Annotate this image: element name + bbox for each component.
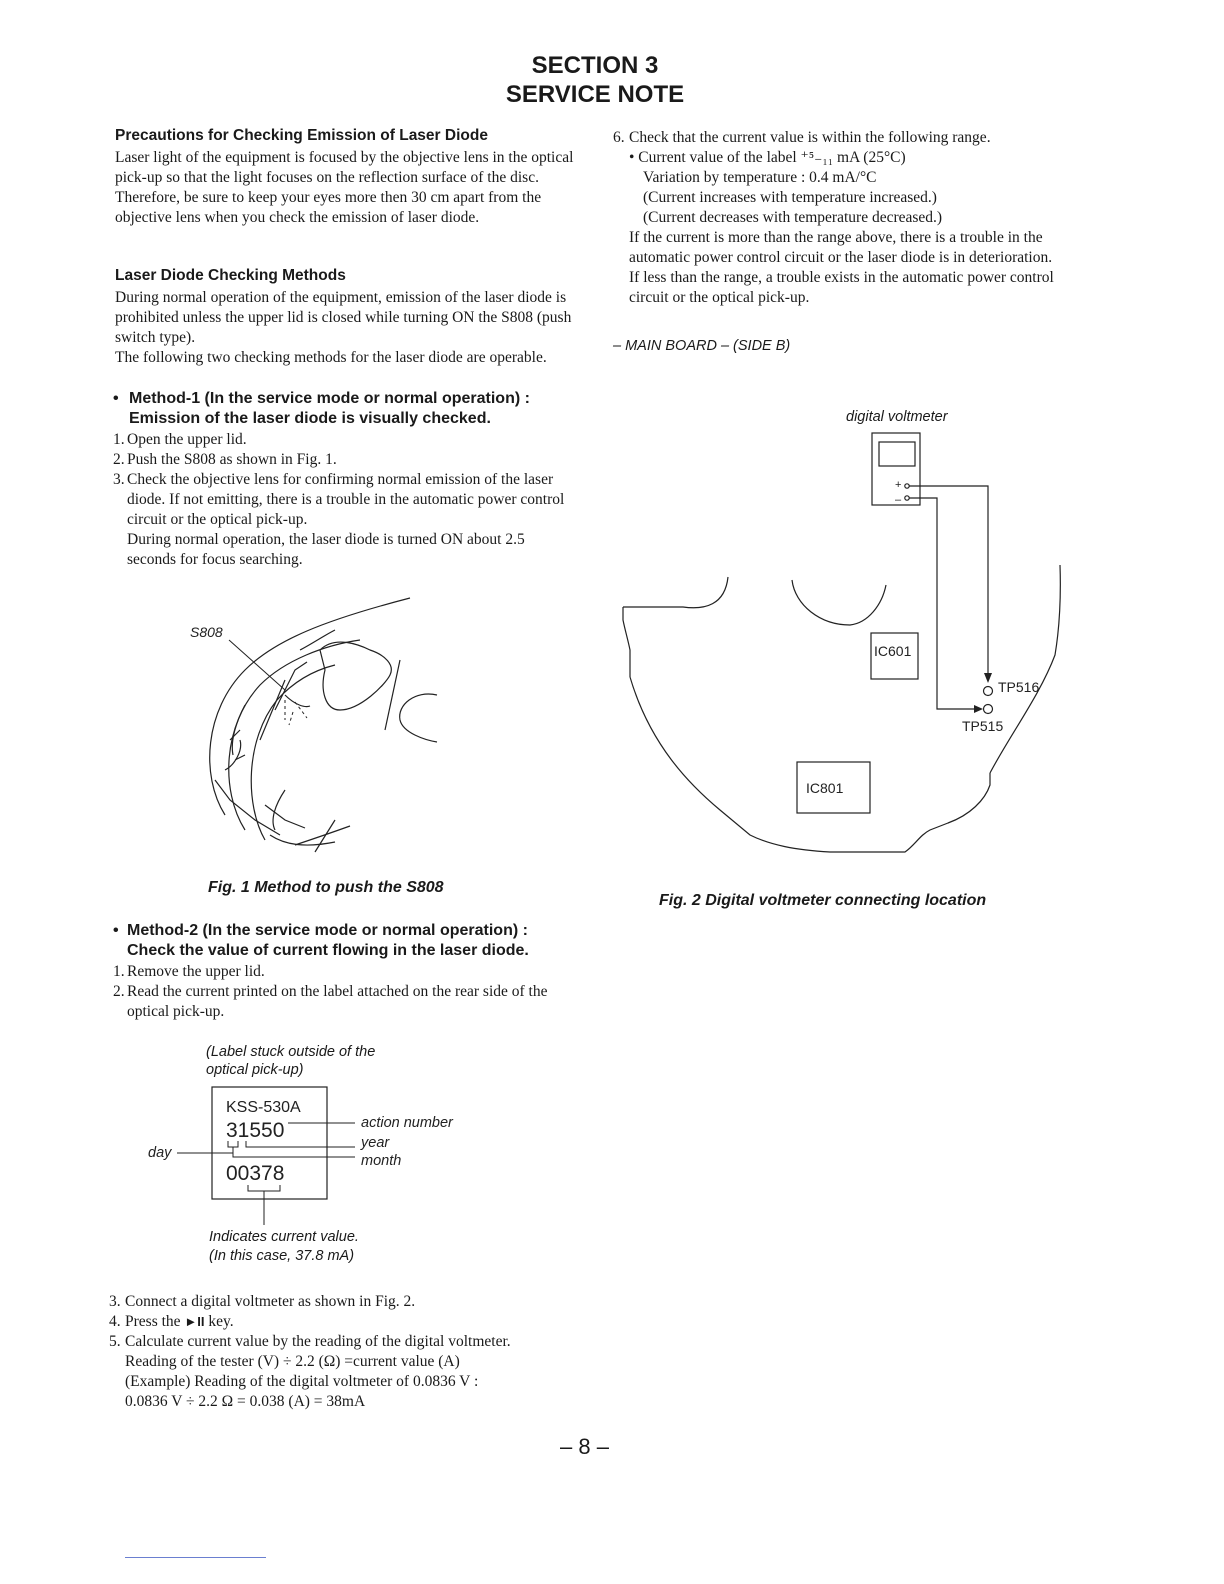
year-label: year	[361, 1135, 390, 1151]
method-1-step-1: 1. Open the upper lid.	[113, 431, 247, 448]
label-model: KSS-530A	[226, 1099, 301, 1116]
method-2-title: Method-2 (In the service mode or normal operation) :	[127, 922, 528, 939]
label-note: (Label stuck outside of the optical pick-up)	[206, 1044, 376, 1078]
page-title: SERVICE NOTE	[505, 81, 685, 108]
step-5-formula: Reading of the tester (V) ÷ 2.2 (Ω) =current value (A) (Example) Reading of the digital voltmeter of 0.0836 V : 0.0836 V ÷ 2.2 Ω = 0.038 (A) = 38mA	[125, 1353, 479, 1410]
minus-terminal: –	[895, 494, 902, 506]
section-number: SECTION 3	[531, 52, 659, 79]
precautions-section	[115, 126, 575, 228]
fig-2-caption: Fig. 2 Digital voltmeter connecting location	[659, 892, 987, 909]
step-6-intro: 6. Check that the current value is within the following range.	[613, 129, 991, 146]
fig-1-illustration	[185, 590, 455, 855]
trouble-more: If the current is more than the range above, there is a trouble in the automatic power control circuit or the laser diode is in deterioration.	[629, 229, 1053, 266]
steps-after	[109, 1292, 579, 1412]
method-1-title: Method-1 (In the service mode or normal operation) :	[129, 390, 530, 407]
label-diagram	[140, 1085, 480, 1245]
methods-heading: Laser Diode Checking Methods	[115, 267, 346, 284]
method-2-step-2: 2. Read the current printed on the label attached on the rear side of the optical pick-up.	[113, 983, 548, 1020]
current-increase-note: (Current increases with temperature increased.)	[643, 189, 937, 206]
action-number-label: action number	[361, 1115, 453, 1131]
method-1-step-3: 3. Check the objective lens for confirming normal emission of the laser diode. If not emitting, there is a trouble in the automatic power control circuit or the optical pick-up.	[113, 471, 565, 528]
methods-intro-section	[115, 266, 575, 368]
method-1-heading	[113, 389, 583, 429]
plus-terminal: +	[895, 479, 902, 491]
method-1-step-3-note: During normal operation, the laser diode is turned ON about 2.5 seconds for focus searching.	[127, 531, 525, 568]
current-value-range: • Current value of the label ⁺⁵₋₁₁ mA (25°C)	[629, 149, 906, 166]
tp515-marker	[984, 705, 993, 714]
method-2-subtitle: Check the value of current flowing in the laser diode.	[127, 942, 529, 959]
board-label: – MAIN BOARD – (SIDE B)	[613, 338, 791, 354]
method-1-step-2: 2. Push the S808 as shown in Fig. 1.	[113, 451, 337, 468]
label-code-1: 31550	[226, 1119, 285, 1142]
current-decrease-note: (Current decreases with temperature decreased.)	[643, 209, 943, 226]
temperature-variation: Variation by temperature : 0.4 mA/°C	[643, 169, 877, 186]
bullet: •	[113, 390, 119, 407]
step-5: 5. Calculate current value by the reading of the digital voltmeter.	[109, 1333, 511, 1350]
voltmeter-display	[879, 442, 915, 466]
method-2-step-1: 1. Remove the upper lid.	[113, 963, 265, 980]
step-4: 4. Press the ►II key.	[109, 1313, 234, 1330]
tp516-label: TP516	[998, 679, 1040, 695]
ic801-label: IC801	[806, 780, 844, 796]
methods-para-2: The following two checking methods for the laser diode are operable.	[115, 349, 547, 366]
precautions-para-1: Laser light of the equipment is focused by the objective lens in the optical pick-up so that the light focuses on the reflection surface of the disc.	[115, 149, 574, 186]
precautions-para-2: Therefore, be sure to keep your eyes more then 30 cm apart from the objective lens when you check the emission of laser diode.	[115, 189, 542, 226]
digital-voltmeter-label: digital voltmeter	[846, 409, 948, 425]
step-3: 3. Connect a digital voltmeter as shown in Fig. 2.	[109, 1293, 416, 1310]
trouble-less: If less than the range, a trouble exists in the automatic power control circuit or the optical pick-up.	[629, 269, 1054, 306]
bullet: •	[113, 922, 119, 939]
play-pause-key-icon: ►II	[184, 1314, 205, 1329]
fig-2-diagram	[610, 425, 1080, 855]
fig-1-caption: Fig. 1 Method to push the S808	[208, 879, 444, 896]
step-6-section	[613, 128, 1083, 308]
tp515-label: TP515	[962, 718, 1004, 734]
method-1-section	[113, 389, 583, 570]
precautions-heading: Precautions for Checking Emission of Laser Diode	[115, 127, 488, 144]
s808-label: S808	[190, 624, 223, 640]
month-label: month	[361, 1153, 402, 1169]
method-1-subtitle: Emission of the laser diode is visually checked.	[129, 410, 491, 427]
ic601-label: IC601	[874, 643, 912, 659]
methods-para-1: During normal operation of the equipment, emission of the laser diode is prohibited unless the upper lid is closed while turning ON the S808 (push switch type).	[115, 289, 572, 346]
footer-rule	[125, 1557, 266, 1558]
method-2-heading	[113, 921, 583, 961]
current-value-note: Indicates current value. (In this case, 37.8 mA)	[209, 1229, 359, 1264]
method-2-section	[113, 921, 583, 1022]
page-number: – 8 –	[560, 1434, 609, 1459]
label-code-2: 00378	[226, 1162, 285, 1185]
day-label: day	[148, 1145, 172, 1161]
tp516-marker	[984, 687, 993, 696]
